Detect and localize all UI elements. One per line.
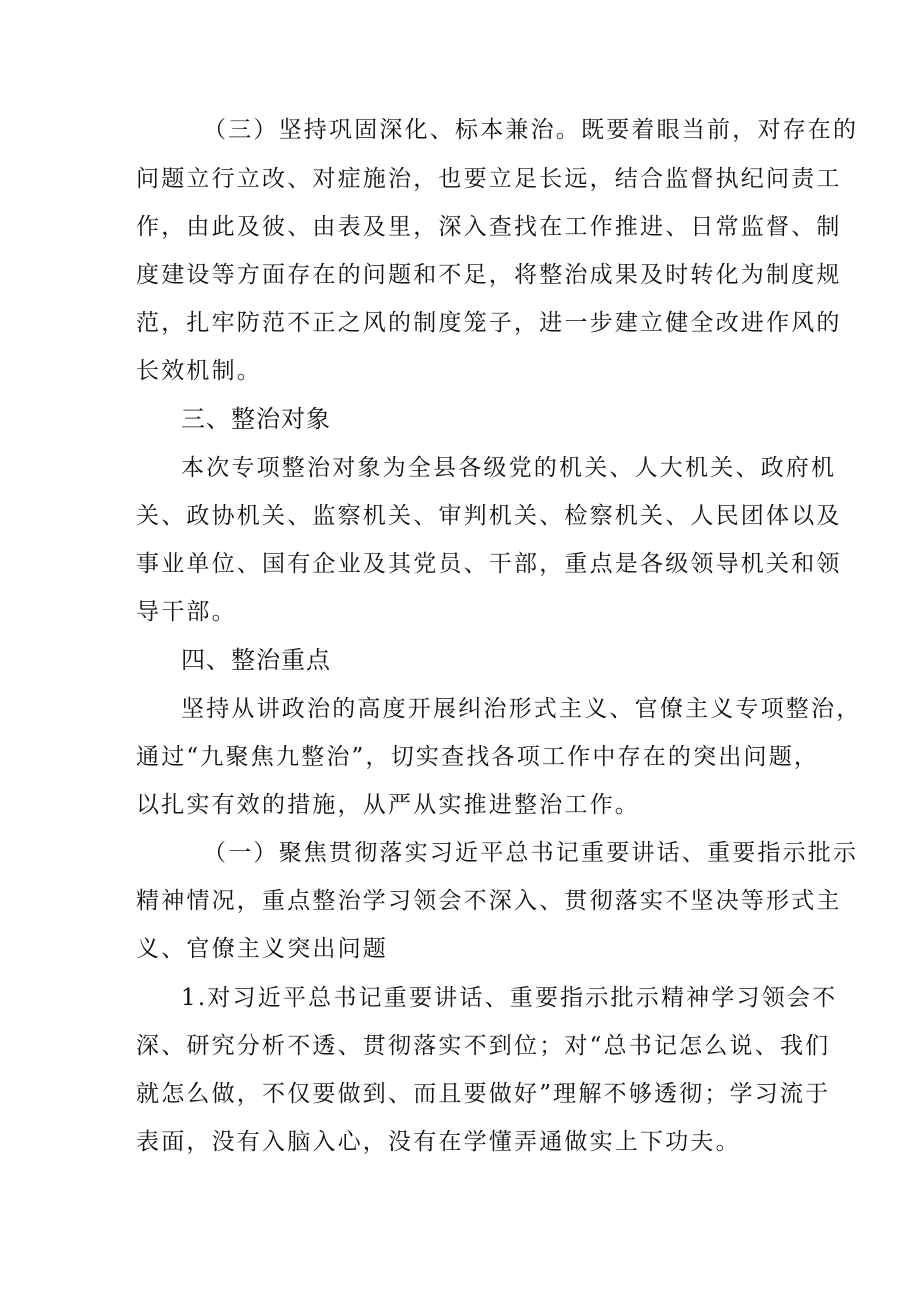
paragraph-line: 通过“九聚焦九整治”，切实查找各项工作中存在的突出问题，	[136, 744, 820, 770]
section-heading-objects: 三、整治对象	[181, 405, 331, 433]
paragraph-line: 度建设等方面存在的问题和不足，将整治成果及时转化为制度规	[136, 262, 842, 288]
paragraph-line: 作，由此及彼、由表及里，深入查找在工作推进、日常监督、制	[136, 214, 842, 240]
paragraph-line: 长效机制。	[136, 358, 262, 384]
paragraph-line: 1.对习近平总书记重要讲话、重要指示批示精神学习领会不	[181, 985, 838, 1011]
paragraph-line: 坚持从讲政治的高度开展纠治形式主义、官僚主义专项整治，	[181, 696, 862, 722]
paragraph-line: 问题立行立改、对症施治，也要立足长远，结合监督执纪问责工	[136, 166, 842, 192]
paragraph-line: 深、研究分析不透、贯彻落实不到位；对“总书记怎么说、我们	[136, 1033, 831, 1059]
paragraph-line: 以扎实有效的措施，从严从实推进整治工作。	[136, 792, 640, 818]
paragraph-line: 导干部。	[136, 599, 237, 625]
paragraph-line: （三）坚持巩固深化、标本兼治。既要着眼当前，对存在的	[203, 117, 859, 143]
paragraph-line: 就怎么做，不仅要做到、而且要做好”理解不够透彻；学习流于	[136, 1081, 831, 1107]
paragraph-line: 事业单位、国有企业及其党员、干部，重点是各级领导机关和领	[136, 551, 842, 577]
paragraph-line: （一）聚焦贯彻落实习近平总书记重要讲话、重要指示批示	[203, 840, 859, 866]
paragraph-line: 精神情况，重点整治学习领会不深入、贯彻落实不坚决等形式主	[136, 888, 842, 914]
paragraph-line: 关、政协机关、监察机关、审判机关、检察机关、人民团体以及	[136, 503, 842, 529]
paragraph-line: 范，扎牢防范不正之风的制度笼子，进一步建立健全改进作风的	[136, 310, 842, 336]
paragraph-line: 义、官僚主义突出问题	[136, 936, 388, 962]
paragraph-line: 表面，没有入脑入心，没有在学懂弄通做实上下功夫。	[136, 1129, 741, 1155]
paragraph-line: 本次专项整治对象为全县各级党的机关、人大机关、政府机	[181, 455, 837, 481]
section-heading-focus: 四、整治重点	[181, 646, 331, 674]
